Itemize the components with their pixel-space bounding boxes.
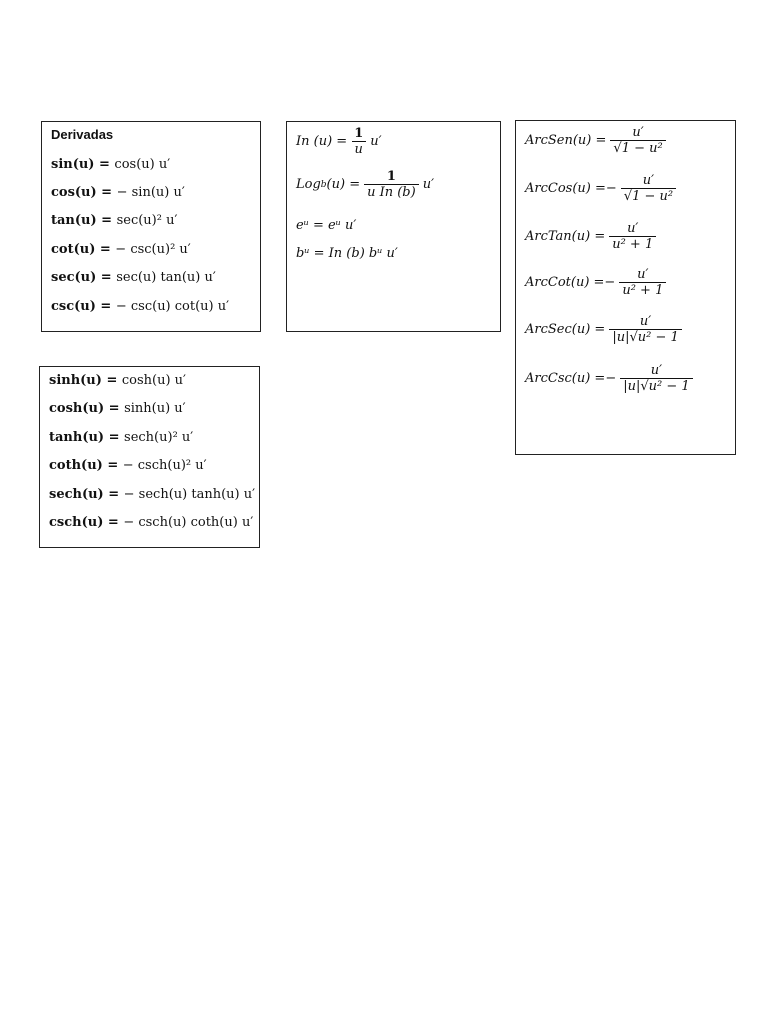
hyperbolic-derivatives-box [39, 366, 260, 548]
formula-csch: csch(u) = − csch(u) coth(u) u′ [49, 515, 254, 530]
formula-exp: eᵘ = eᵘ u′ [296, 218, 357, 233]
formula-cosh: cosh(u) = sinh(u) u′ [49, 401, 186, 416]
formula-arccot: ArcCot(u) = − $\frac{u'}{\text{u² + 1}}$ [525, 267, 670, 298]
formula-sinh: sinh(u) = cosh(u) u′ [49, 373, 186, 388]
inverse-trig-derivatives-box [515, 120, 736, 455]
formula-cos: cos(u) = − sin(u) u′ [51, 185, 185, 200]
formula-sin: sin(u) = cos(u) u′ [51, 157, 171, 172]
formula-coth: coth(u) = − csch(u)² u′ [49, 458, 207, 473]
formula-tan: tan(u) = sec(u)² u′ [51, 213, 178, 228]
log-exp-derivatives-box [286, 121, 501, 332]
formula-ln: In (u) = $\frac{1}{u}$ u′ [296, 126, 382, 157]
trig-derivatives-box [41, 121, 261, 332]
formula-arctan: ArcTan(u) = $\frac{u'}{\text{u² + 1}}$ [525, 221, 660, 252]
formula-sech: sech(u) = − sech(u) tanh(u) u′ [49, 487, 256, 502]
formula-tanh: tanh(u) = sech(u)² u′ [49, 430, 194, 445]
formula-arccos: ArcCos(u) = − $\frac{u'}{\text{√1 − u²}}$ [525, 173, 680, 204]
formula-arcsen: ArcSen(u) = $\frac{u'}{\text{√1 − u²}}$ [525, 125, 670, 156]
box-title: Derivadas [51, 127, 114, 142]
formula-arcsec: ArcSec(u) = $\frac{u'}{\text{|u|√u² − 1}}$ [525, 314, 686, 345]
formula-logb: Log b (u) = $\frac{1}{\text{u In (b)}}$ u′ [296, 169, 435, 200]
formula-sec: sec(u) = sec(u) tan(u) u′ [51, 270, 216, 285]
formula-arccsc: ArcCsc(u) = − $\frac{u'}{\text{|u|√u² − 1}}$ [525, 363, 697, 394]
formula-csc: csc(u) = − csc(u) cot(u) u′ [51, 299, 230, 314]
formula-cot: cot(u) = − csc(u)² u′ [51, 242, 191, 257]
formula-bexp: bᵘ = In (b) bᵘ u′ [296, 246, 398, 261]
